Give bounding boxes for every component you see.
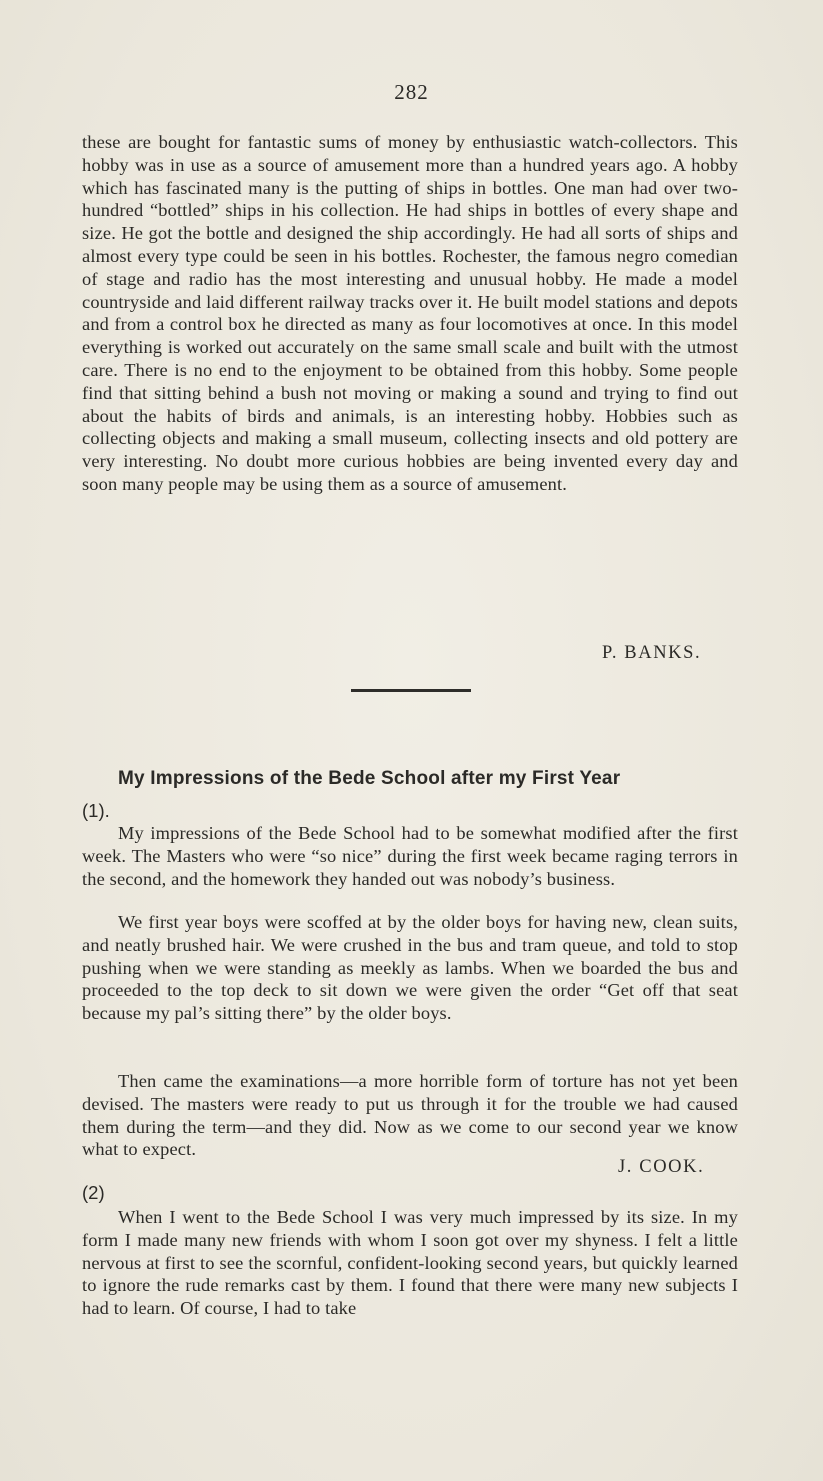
part1-paragraph-2: We first year boys were scoffed at by the older boys for having new, clean suits, and neatly brushed hair. We were crushed in the bus and tram queue, and told to stop pushing when we were standing as meekly as lambs. When we boarded the bus and proceeded to the top deck to sit down we were given the order “Get off that seat because my pal’s sitting there” by the older boys. (82, 912, 738, 1024)
part-1-label: (1). (82, 800, 110, 821)
article1-author: P. BANKS. (602, 643, 702, 663)
article-title: My Impressions of the Bede School after my First Year (118, 768, 621, 789)
part1-paragraph-3: Then came the examinations—a more horrible form of torture has not yet been devised. The masters were ready to put us through it for the trouble we had caused them during the term—and they did. Now as we come to our second year we know what to expect. (82, 1071, 738, 1160)
part-2-label: (2) (82, 1182, 105, 1203)
part1-paragraph-1: My impressions of the Bede School had to be somewhat modified after the first week. The Masters who were “so nice” during the first week became raging terrors in the second, and the homework they handed out was nobody’s business. (82, 823, 738, 889)
part1-author: J. COOK. (618, 1157, 705, 1177)
section-divider (351, 689, 471, 692)
part2-paragraph-1: When I went to the Bede School I was very much impressed by its size. In my form I made many new friends with whom I soon got over my shyness. I felt a little nervous at first to see the scornful, confident-looking second years, but quickly learned to ignore the rude remarks cast by them. I found that there were many new subjects I had to learn. Of course, I had to take (82, 1207, 738, 1319)
article1-paragraph: these are bought for fantastic sums of money by enthusiastic watch-collectors. This hobby was in use as a source of amusement more than a hundred years ago. A hobby which has fascinated many is the putting of ships in bottles. One man had over two-hundred “bottled” ships in his collection. He had ships in bottles of every shape and size. He got the bottle and designed the ship accordingly. He had all sorts of ships and almost every type could be seen in his bottles. Rochester, the famous negro comedian of stage and radio has the most interesting and unusual hobby. He made a model countryside and laid different railway tracks over it. He built model stations and depots and from a control box he directed as many as four locomotives at once. In this model everything is worked out accurately on the same small scale and built with the utmost care. There is no end to the enjoyment to be obtained from this hobby. Some people find that sitting behind a bush not moving or making a sound and trying to find out about the habits of birds and animals, is an interesting hobby. Hobbies such as collecting objects and making a small museum, collecting insects and old pottery are very interesting. No doubt more curious hobbies are being invented every day and soon many people may be using them as a source of amusement. (82, 132, 738, 494)
page-number: 282 (394, 80, 429, 104)
